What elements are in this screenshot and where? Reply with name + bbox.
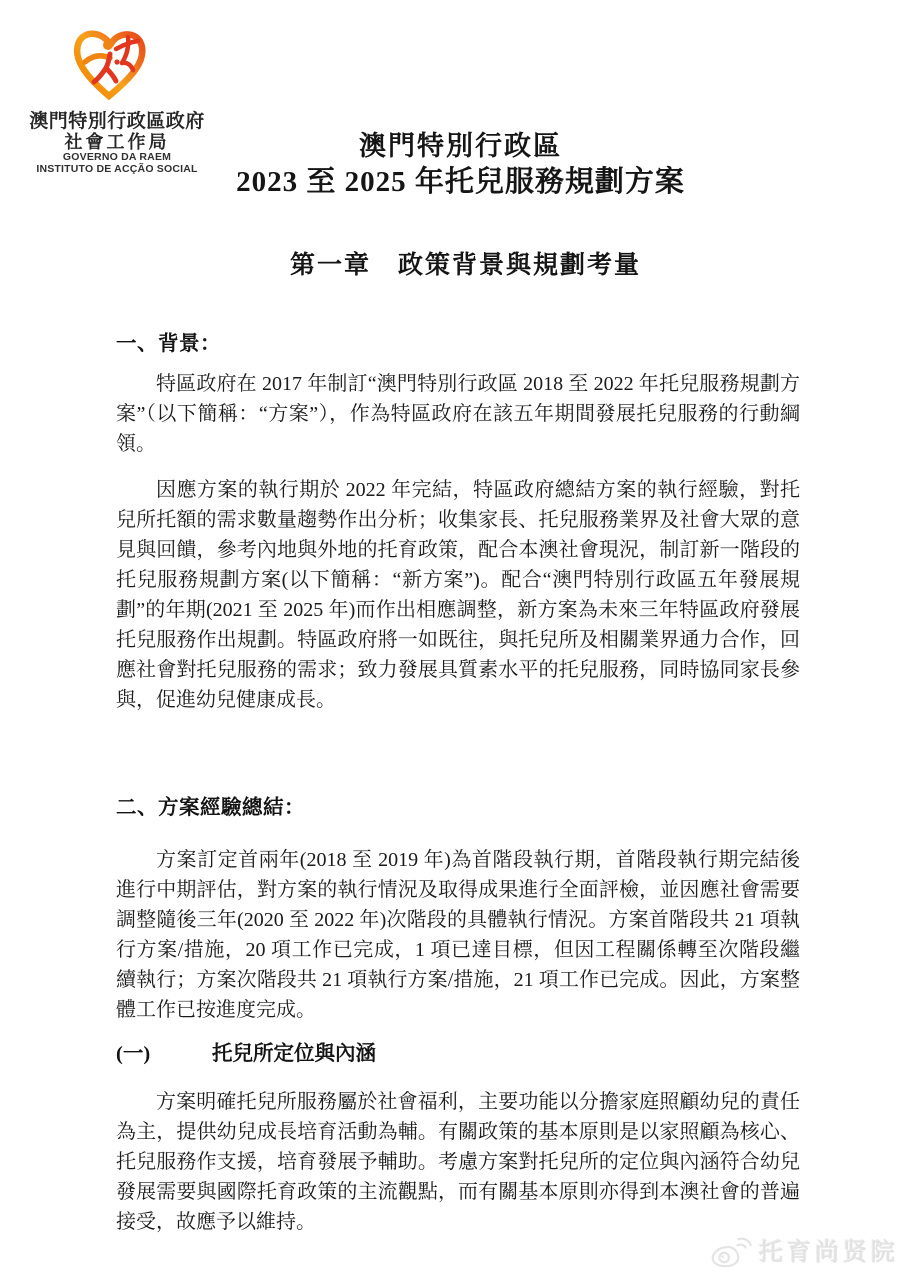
subsection-1-number: (一)	[116, 1043, 151, 1065]
chapter-heading: 第一章 政策背景與規劃考量	[289, 252, 641, 279]
document-title-line2: 2023 至 2025 年托兒服務規劃方案	[236, 166, 685, 198]
section-2-heading: 二、方案經驗總結：	[116, 797, 305, 819]
org-name-zh-line2: 社會工作局	[64, 132, 170, 152]
subsection-1-paragraph-1: 方案明確托兒所服務屬於社會福利，主要功能以分擔家庭照顧幼兒的責任為主，提供幼兒成長培育活動為輔。有關政策的基本原則是以家照顧為核心、托兒服務作支援，培育發展予輔助。考慮方案對托兒所的定位與內涵符合幼兒發展需要與國際托育政策的主流觀點，而有關基本原則亦得到本澳社會的普遍接受，故應予以維持。	[116, 1091, 800, 1233]
org-name-pt-line2: INSTITUTO DE ACÇÃO SOCIAL	[36, 162, 198, 175]
watermark-text: 托育尚贤院	[759, 1238, 899, 1266]
ias-heart-logo-icon	[70, 24, 150, 110]
org-name-pt-line1: GOVERNO DA RAEM	[62, 151, 172, 163]
section-2-paragraph-1: 方案訂定首兩年(2018 至 2019 年)為首階段執行期，首階段執行期完結後進行中期評估，對方案的執行情況及取得成果進行全面評檢，並因應社會需要調整隨後三年(2020 至 2022 年)次階段的具體執行情況。方案首階段共 21 項執行方案/措施，20 項工作已完成，1 項已達目標，但因工程關係轉至次階段繼續執行；方案次階段共 21 項執行方案/措施，21 項工作已完成。因此，方案整體工作已按進度完成。	[116, 849, 800, 1021]
section-1-paragraph-1: 特區政府在 2017 年制訂“澳門特別行政區 2018 至 2022 年托兒服務規劃方案”（以下簡稱：“方案”），作為特區政府在該五年期間發展托兒服務的行動綱領。	[116, 373, 800, 455]
org-name-zh-line1: 澳門特別行政區政府	[29, 111, 205, 132]
section-1-heading: 一、背景：	[116, 333, 221, 355]
document-body	[116, 329, 800, 1237]
weibo-icon	[710, 1237, 752, 1268]
subsection-1-heading	[116, 1039, 800, 1069]
document-title-line1: 澳門特別行政區	[359, 131, 562, 161]
watermark	[710, 1237, 899, 1268]
document-title	[0, 129, 911, 200]
section-1-paragraph-2: 因應方案的執行期於 2022 年完結，特區政府總結方案的執行經驗，對托兒所托額的需求數量趨勢作出分析；收集家長、托兒服務業界及社會大眾的意見與回饋，參考內地與外地的托育政策，配合本澳社會現況，制訂新一階段的托兒服務規劃方案(以下簡稱：“新方案”)。配合“澳門特別行政區五年發展規劃”的年期(2021 至 2025 年)而作出相應調整，新方案為未來三年特區政府發展托兒服務作出規劃。特區政府將一如既往，與托兒所及相關業界通力合作，回應社會對托兒服務的需求；致力發展具質素水平的托兒服務，同時協同家長參與，促進幼兒健康成長。	[116, 479, 800, 711]
subsection-1-title: 托兒所定位與內涵	[212, 1043, 376, 1065]
